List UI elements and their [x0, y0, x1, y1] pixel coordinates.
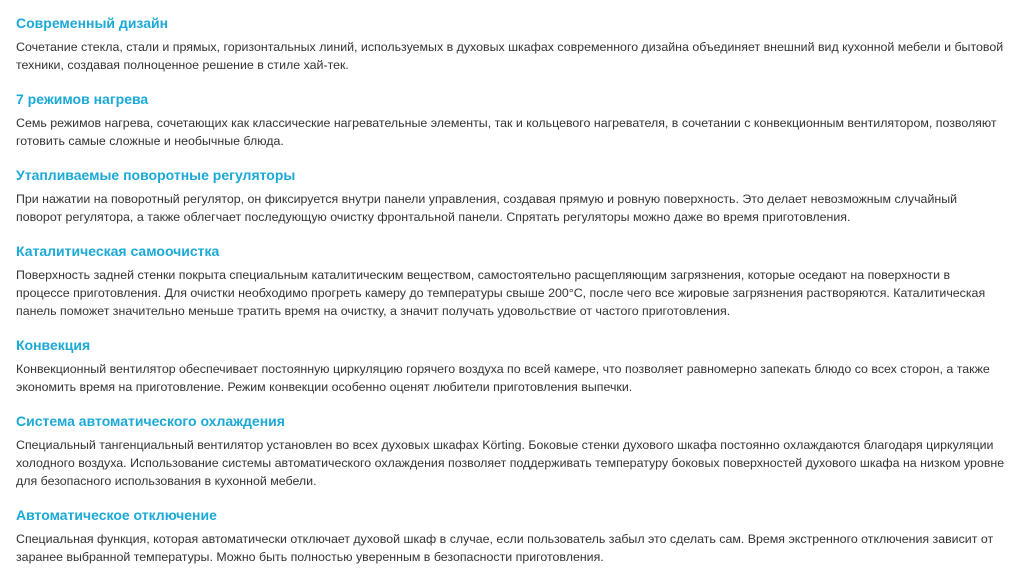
feature-auto-shutoff — [16, 506, 1006, 566]
feature-description: При нажатии на поворотный регулятор, он фиксируется внутри панели управления, создавая прямую и ровную поверхность. Это делает невозможным случайный поворот регулятора, а также облегчает последующую очистку фронтальной панели. Спрятать регуляторы можно даже во время приготовления. — [16, 192, 958, 224]
feature-description: Конвекционный вентилятор обеспечивает постоянную циркуляцию горячего воздуха по всей камере, что позволяет равномерно запекать блюдо со всех сторон, а также экономить время на приготовление. Режим конвекции особенно оценят любители приготовления выпечки. — [16, 362, 990, 394]
feature-description: Поверхность задней стенки покрыта специальным каталитическим веществом, самостоятельно расщепляющим загрязнения, которые оседают на поверхности в процессе приготовления. Для очистки необходимо прогреть камеру до температуры свыше 200°C, после чего все жировые загрязнения растворяются. Каталитическая панель поможет значительно меньше тратить время на очистку, а значит получать удовольствие от частого приготовления. — [16, 268, 986, 318]
feature-heating-modes — [16, 90, 1006, 150]
feature-recessed-knobs — [16, 166, 1006, 226]
feature-title: Каталитическая самоочистка — [16, 243, 220, 259]
feature-description: Семь режимов нагрева, сочетающих как классические нагревательные элементы, так и кольцевого нагревателя, в сочетании с конвекционным вентилятором, позволяют готовить самые сложные и необычные блюда. — [16, 116, 997, 148]
feature-title: Утапливаемые поворотные регуляторы — [16, 167, 296, 183]
feature-convection — [16, 336, 1006, 396]
feature-title: 7 режимов нагрева — [16, 91, 149, 107]
features-list — [16, 14, 1006, 582]
feature-modern-design — [16, 14, 1006, 74]
feature-title: Автоматическое отключение — [16, 507, 217, 523]
feature-title: Современный дизайн — [16, 15, 169, 31]
feature-description: Сочетание стекла, стали и прямых, горизонтальных линий, используемых в духовых шкафах современного дизайна объединяет внешний вид кухонной мебели и бытовой техники, создавая полноценное решение в стиле хай-тек. — [16, 40, 1004, 72]
feature-title: Конвекция — [16, 337, 91, 353]
feature-auto-cooling — [16, 412, 1006, 490]
feature-description: Специальный тангенциальный вентилятор установлен во всех духовых шкафах Körting. Боковые стенки духового шкафа постоянно охлаждаются благодаря циркуляции холодного воздуха. Использование системы автоматического охлаждения позволяет поддерживать температуру боковых поверхностей духового шкафа на низком уровне для безопасного использования в кухонной мебели. — [16, 438, 1005, 488]
feature-description: Специальная функция, которая автоматически отключает духовой шкаф в случае, если пользователь забыл это сделать сам. Время экстренного отключения зависит от заранее выбранной температуры. Можно быть полностью уверенным в безопасности приготовления. — [16, 532, 994, 564]
feature-catalytic-cleaning — [16, 242, 1006, 320]
feature-title: Система автоматического охлаждения — [16, 413, 285, 429]
